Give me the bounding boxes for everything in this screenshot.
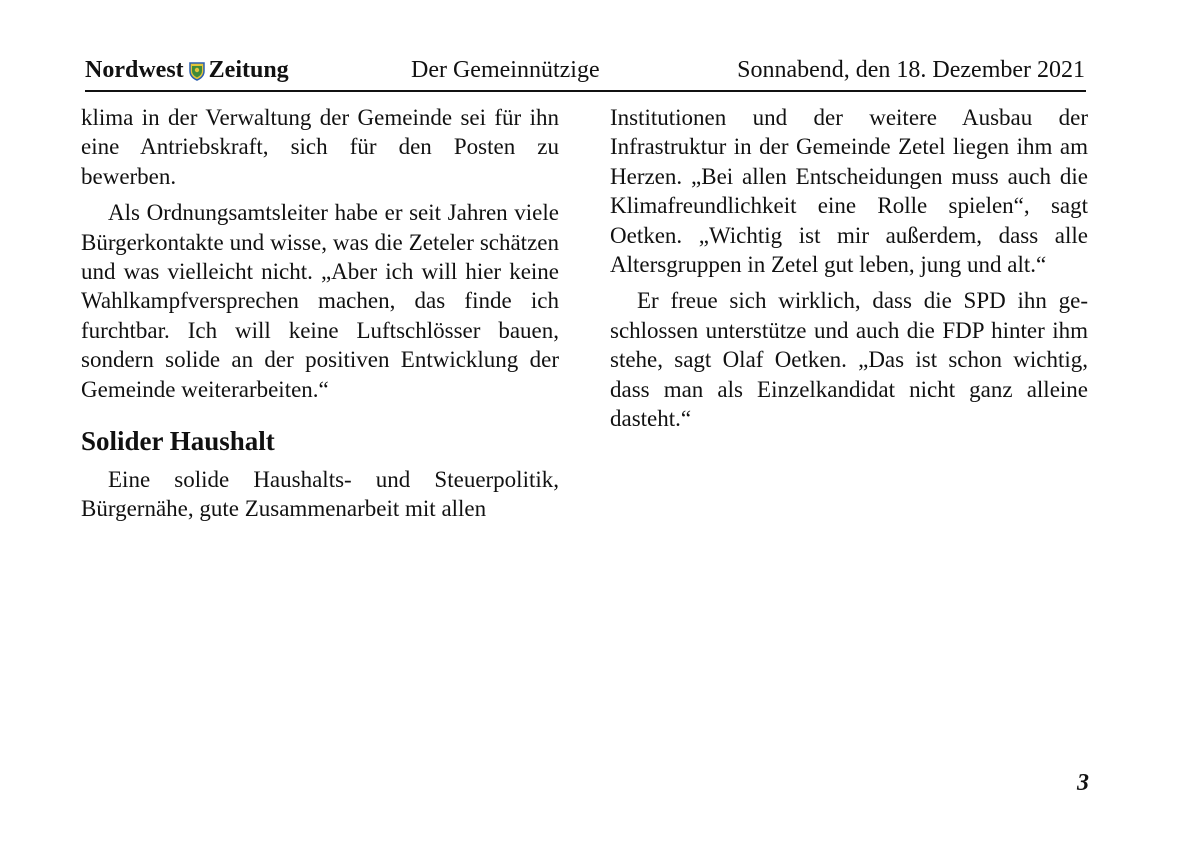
paragraph: Er freue sich wirklich, dass die SPD ihn geschlossen unterstütze und auch die FDP hinter ihm stehe, sagt Olaf Oetken. „Das ist schon wichtig, dass man als Einzelkandidat nicht ganz alleine dasteht.“ bbox=[610, 288, 1088, 432]
section-heading: Solider Haushalt bbox=[81, 426, 275, 457]
newspaper-masthead bbox=[85, 57, 289, 84]
masthead-word-left: Nordwest bbox=[85, 57, 184, 83]
paragraph: Eine solide Haushalts- und Steuerpolitik, Bürgernähe, gute Zusammenarbeit mit allen bbox=[81, 467, 559, 522]
paragraph: Institutionen und der weitere Ausbau der Infrastruktur in der Gemeinde Zetel liegen ihm am Herzen. „Bei allen Entscheidungen muss auch die Klimafreundlichkeit eine Rolle spielen“, sagt Oetken. „Wichtig ist mir außerdem, dass alle Altersgruppen in Zetel gut leben, jung und alt.“ bbox=[610, 105, 1088, 278]
header-rule bbox=[85, 90, 1086, 92]
masthead-word-right: Zeitung bbox=[208, 57, 289, 83]
right-column bbox=[610, 103, 1088, 433]
section-title: Der Gemeinnützige bbox=[411, 57, 600, 83]
issue-date: Sonnabend, den 18. Dezember 2021 bbox=[737, 57, 1085, 83]
page-number: 3 bbox=[1077, 770, 1089, 796]
page-header bbox=[85, 55, 1085, 89]
paragraph: klima in der Verwaltung der Gemeinde sei für ihn eine Antriebskraft, sich für den Posten zu bewerben. bbox=[81, 105, 559, 189]
paragraph: Als Ordnungsamtsleiter habe er seit Jahren viele Bürgerkontakte und wisse, was die Zeteler schätzen und was vielleicht nicht. „Aber ich will hier keine Wahlkampfversprechen machen, das finde ich furchtbar. Ich will keine Luftschlösser bauen, sondern solide an der positiven Entwicklung der Gemeinde weiterarbeiten.“ bbox=[81, 200, 559, 402]
left-column bbox=[81, 103, 559, 524]
coat-of-arms-icon bbox=[189, 61, 205, 80]
